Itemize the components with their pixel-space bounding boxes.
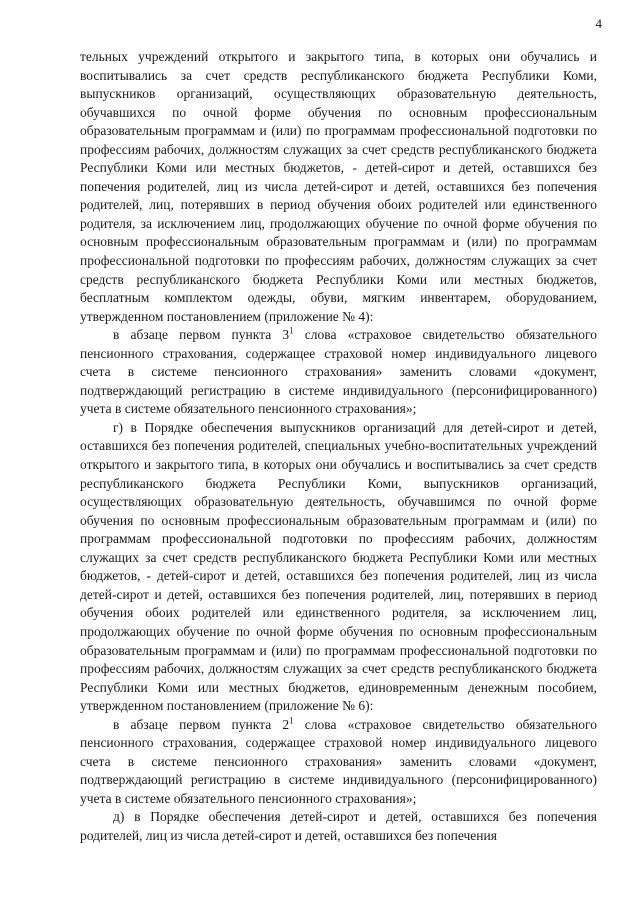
paragraph-3: г) в Порядке обеспечения выпускников организаций для детей-сирот и детей, оставшихся без попечения родителей, специальных учебно-воспитательных учреждений открытого и закрытого типа, в которых они обучались и воспитывались за счет средств республиканского бюджета Республики Коми, выпускников организаций, осуществляющих образовательную деятельность, обучавшимся по очной форме обучения по основным профессиональным образовательным программам и (или) по программам профессиональной подготовки по профессиям рабочих, должностям служащих за счет средств республиканского бюджета Республики Коми или местных бюджетов, - детей-сирот и детей, оставшихся без попечения родителей, лиц из числа детей-сирот и детей, оставшихся без попечения родителей, лиц, потерявших в период обучения обоих родителей или единственного родителя, за исключением лиц, продолжающих обучение по очной форме обучения по основным профессиональным образовательным программам и (или) по программам профессиональной подготовки по профессиям рабочих, должностям служащих за счет средств республиканского бюджета Республики Коми или местных бюджетов, единовременным денежным пособием, утвержденном постановлением (приложение № 6): — [80, 419, 597, 714]
paragraph-1: тельных учреждений открытого и закрытого типа, в которых они обучались и воспитывались за счет средств республиканского бюджета Республики Коми, выпускников организаций, осуществляющих образовательную деятельность, обучавшихся по очной форме обучения по основным профессиональным образовательным программам и (или) по программам профессиональной подготовки по профессиям рабочих, должностям служащих за счет средств республиканского бюджета Республики Коми или местных бюджетов, - детей-сирот и детей, оставшихся без попечения родителей, лиц из числа детей-сирот и детей, оставшихся без попечения родителей, лиц, потерявших в период обучения обоих родителей или единственного родителя, за исключением лиц, продолжающих обучение по очной форме обучения по основным профессиональным образовательным программам и (или) по программам профессиональной подготовки по профессиям рабочих, должностям служащих за счет средств республиканского бюджета Республики Коми или местных бюджетов, бесплатным комплектом одежды, обуви, мягким инвентарем, оборудованием, утвержденном постановлением (приложение № 4): — [80, 49, 597, 324]
paragraph-2-superscript: 1 — [289, 325, 294, 336]
document-body — [80, 48, 597, 846]
paragraph-4-lead: в абзаце первом пункта 2 — [113, 716, 290, 732]
paragraph-2-lead: в абзаце первом пункта 3 — [113, 327, 290, 343]
paragraph-2 — [80, 326, 597, 419]
paragraph-5: д) в Порядке обеспечения детей-сирот и детей, оставшихся без попечения родителей, лиц из числа детей-сирот и детей, оставшихся без попечения — [80, 809, 597, 843]
paragraph-4-superscript: 1 — [289, 715, 294, 726]
page-number: 4 — [595, 16, 602, 31]
paragraph-2-text: слова «страховое свидетельство обязательного пенсионного страхования, содержащее страховой номер индивидуального лицевого счета в системе пенсионного страхования» заменить словами «документ, подтверждающий регистрацию в системе индивидуального (персонифицированного) учета в системе обязательного пенсионного страхования»; — [80, 327, 597, 417]
paragraph-4-text: слова «страховое свидетельство обязательного пенсионного страхования, содержащее страховой номер индивидуального лицевого счета в системе пенсионного страхования» заменить словами «документ, подтверждающий регистрацию в системе индивидуального (персонифицированного) учета в системе обязательного пенсионного страхования»; — [80, 716, 597, 806]
paragraph-4 — [80, 716, 597, 809]
